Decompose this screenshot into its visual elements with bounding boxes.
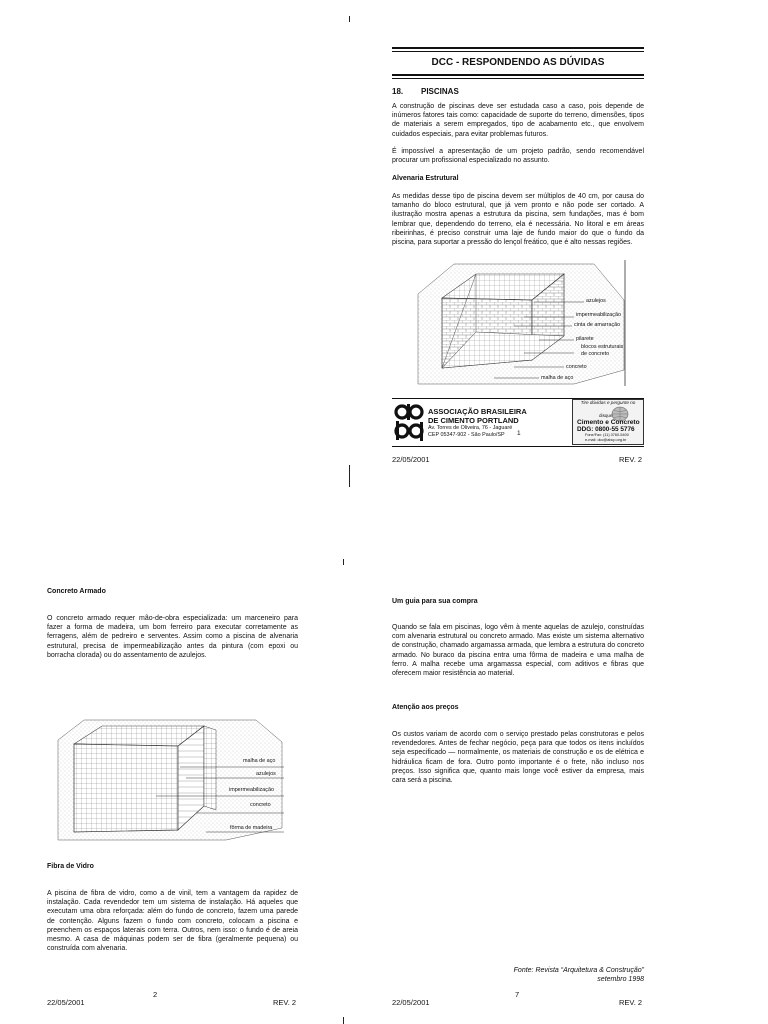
fold-mark-bottom xyxy=(343,1017,344,1024)
dcc-phone: DDG: 0800-55 5776 xyxy=(577,426,635,433)
abcp-name-2: DE CIMENTO PORTLAND xyxy=(428,416,519,425)
section-number: 18. xyxy=(392,87,404,96)
fold-mark-center xyxy=(343,559,344,565)
precos-paragraph: Os custos variam de acordo com o serviço prestado pelas construtoras e pelos revendedores. Antes de fechar negócio, peça para que todos os itens incluídos seja especificado — normalmente, os materiais de construção e os de elétrica e hidráulica ficam de fora. Outro ponto importante é o frete, não incluso nos preços. Isso significa que, quanto mais longe você estiver da empresa, mais cara será a piscina. xyxy=(392,731,644,785)
header-title: DCC - RESPONDENDO AS DÚVIDAS xyxy=(431,57,605,68)
alvenaria-label-azulejos: azulejos xyxy=(586,298,606,304)
alvenaria-label-blocos-1: blocos estruturais xyxy=(581,344,624,350)
alvenaria-label-blocos-2: de concreto xyxy=(581,351,610,357)
bottom-right-page-number: 7 xyxy=(515,990,520,999)
guia-paragraph: Quando se fala em piscinas, logo vêm à mente aquelas de azulejo, construídas com alvenaria estrutural ou concreto armado. Mas existe um sistema alternativo de construção, chamado argamassa armada, que lembra a estrutura do concreto armado. No buraco da piscina entra uma fôrma de madeira e uma malha de ferro. A malha recebe uma argamassa especial, com aditivos e fibras que oferecem maior resistência ao material. xyxy=(392,624,644,678)
intro-paragraph-1: A construção de piscinas deve ser estudada caso a caso, pois depende de inúmeros fatores tais como: capacidade de suporte do terreno, dimensões, tipos de materiais a serem empregados, tipo de acabamento etc., que envolvem cuidados especiais, para evitar problemas futuros. xyxy=(392,103,644,138)
header-rule-bottom xyxy=(392,74,644,76)
alvenaria-label-cinta: cinta de amarração xyxy=(574,322,621,328)
dcc-banner xyxy=(572,399,644,445)
concreto-paragraph: O concreto armado requer mão-de-obra especializada: um marceneiro para fazer a forma de madeira, um bom ferreiro para executar corretamente as ferragens, além de pedreiro e serventes. Assim como a piscina de alvenaria estrutural, precisa de impermeabilização antes da pintura (com epoxi ou borracha clorada) ou do assentamento de azulejos. xyxy=(47,615,298,659)
guia-heading: Um guia para sua compra xyxy=(392,598,478,605)
top-right-footer-date: 22/05/2001 xyxy=(392,455,430,464)
alvenaria-label-concreto: concreto xyxy=(566,364,587,370)
concreto-heading: Concreto Armado xyxy=(47,588,106,595)
alvenaria-paragraph: As medidas desse tipo de piscina devem ser múltiplos de 40 cm, por causa do tamanho do bloco estrutural, que já vem pronto e não pode ser cortado. A ilustração mostra apenas a estrutura da piscina, sem fundações, mas é bom lembrar que, dependendo do terreno, ela é necessária. No litoral e em áreas ribeirinhas, é preciso construir uma laje de fundo maior do que o fundo da piscina, para suportar a pressão do lençol freático, que é alto nessas regiões. xyxy=(392,193,644,247)
bottom-right-footer-rev: REV. 2 xyxy=(619,998,643,1007)
fold-mark-middle xyxy=(349,465,350,487)
dcc-brand: Cimento e Concreto xyxy=(577,419,640,426)
fibra-heading: Fibra de Vidro xyxy=(47,863,94,870)
concreto-label-forma: fôrma de madeira xyxy=(230,825,273,831)
bottom-left-page-number: 2 xyxy=(153,990,158,999)
top-right-footer-rev: REV. 2 xyxy=(619,455,643,464)
abcp-logo-icon xyxy=(392,402,426,442)
concreto-label-azulejos: azulejos xyxy=(256,771,276,777)
concreto-label-concreto: concreto xyxy=(250,802,271,808)
fold-mark-top xyxy=(349,16,350,22)
header-rule-top-2 xyxy=(392,51,644,52)
alvenaria-label-malha: malha de aço xyxy=(541,375,574,381)
concreto-pool-illustration xyxy=(56,718,284,842)
dcc-disque: disque xyxy=(599,413,613,418)
dcc-email: e-mail: dcc@abcp.org.br xyxy=(585,438,627,442)
intro-paragraph-2: É impossível a apresentação de um projeto padrão, sendo recomendável procurar um profissional especializado no assunto. xyxy=(392,148,644,165)
precos-heading: Atenção aos preços xyxy=(392,704,459,711)
abcp-address: Av. Torres de Oliveira, 76 - Jaguaré xyxy=(428,425,513,431)
concreto-label-impermeabilizacao: impermeabilização xyxy=(229,787,274,793)
dcc-fax: Fone/Fax: (11) 3760-5400 xyxy=(585,433,629,437)
bottom-right-footer-date: 22/05/2001 xyxy=(392,998,430,1007)
alvenaria-label-pilarete: pilarete xyxy=(576,336,594,342)
dcc-banner-top: Tire dúvidas e pergunte no xyxy=(580,400,636,405)
header-rule-bottom-2 xyxy=(392,78,644,79)
alvenaria-label-impermeabilizacao: impermeabilização xyxy=(576,312,621,318)
source-line-1: Fonte: Revista “Arquitetura & Construção” xyxy=(513,967,644,974)
alvenaria-heading: Alvenaria Estrutural xyxy=(392,175,459,182)
bottom-left-footer-rev: REV. 2 xyxy=(273,998,297,1007)
fibra-paragraph: A piscina de fibra de vidro, como a de vinil, tem a vantagem da rapidez de instalação. Cada revendedor tem um sistema de instalação. Há aqueles que executam uma obra reforçada: além do fundo de concreto, fazem uma parede de contenção. Alguns fazem o fundo com concreto, colocam a piscina e preenchem os espaços laterais com terra. Outros, nem isso: o fundo é de areia mesmo. A casa de máquinas podem ser de fibra (geralmente pequena) ou construída com alvenaria. xyxy=(47,890,298,953)
header-rule-top xyxy=(392,47,644,49)
section-title: PISCINAS xyxy=(421,87,459,96)
abcp-page-number: 1 xyxy=(517,430,521,437)
bottom-left-footer-date: 22/05/2001 xyxy=(47,998,85,1007)
source-line-2: setembro 1998 xyxy=(597,976,644,983)
abcp-rule-bottom xyxy=(392,446,644,447)
concreto-label-malha: malha de aço xyxy=(243,758,276,764)
abcp-cep: CEP 05347-902 - São Paulo/SP xyxy=(428,432,505,438)
abcp-name-1: ASSOCIAÇÃO BRASILEIRA xyxy=(428,407,527,416)
